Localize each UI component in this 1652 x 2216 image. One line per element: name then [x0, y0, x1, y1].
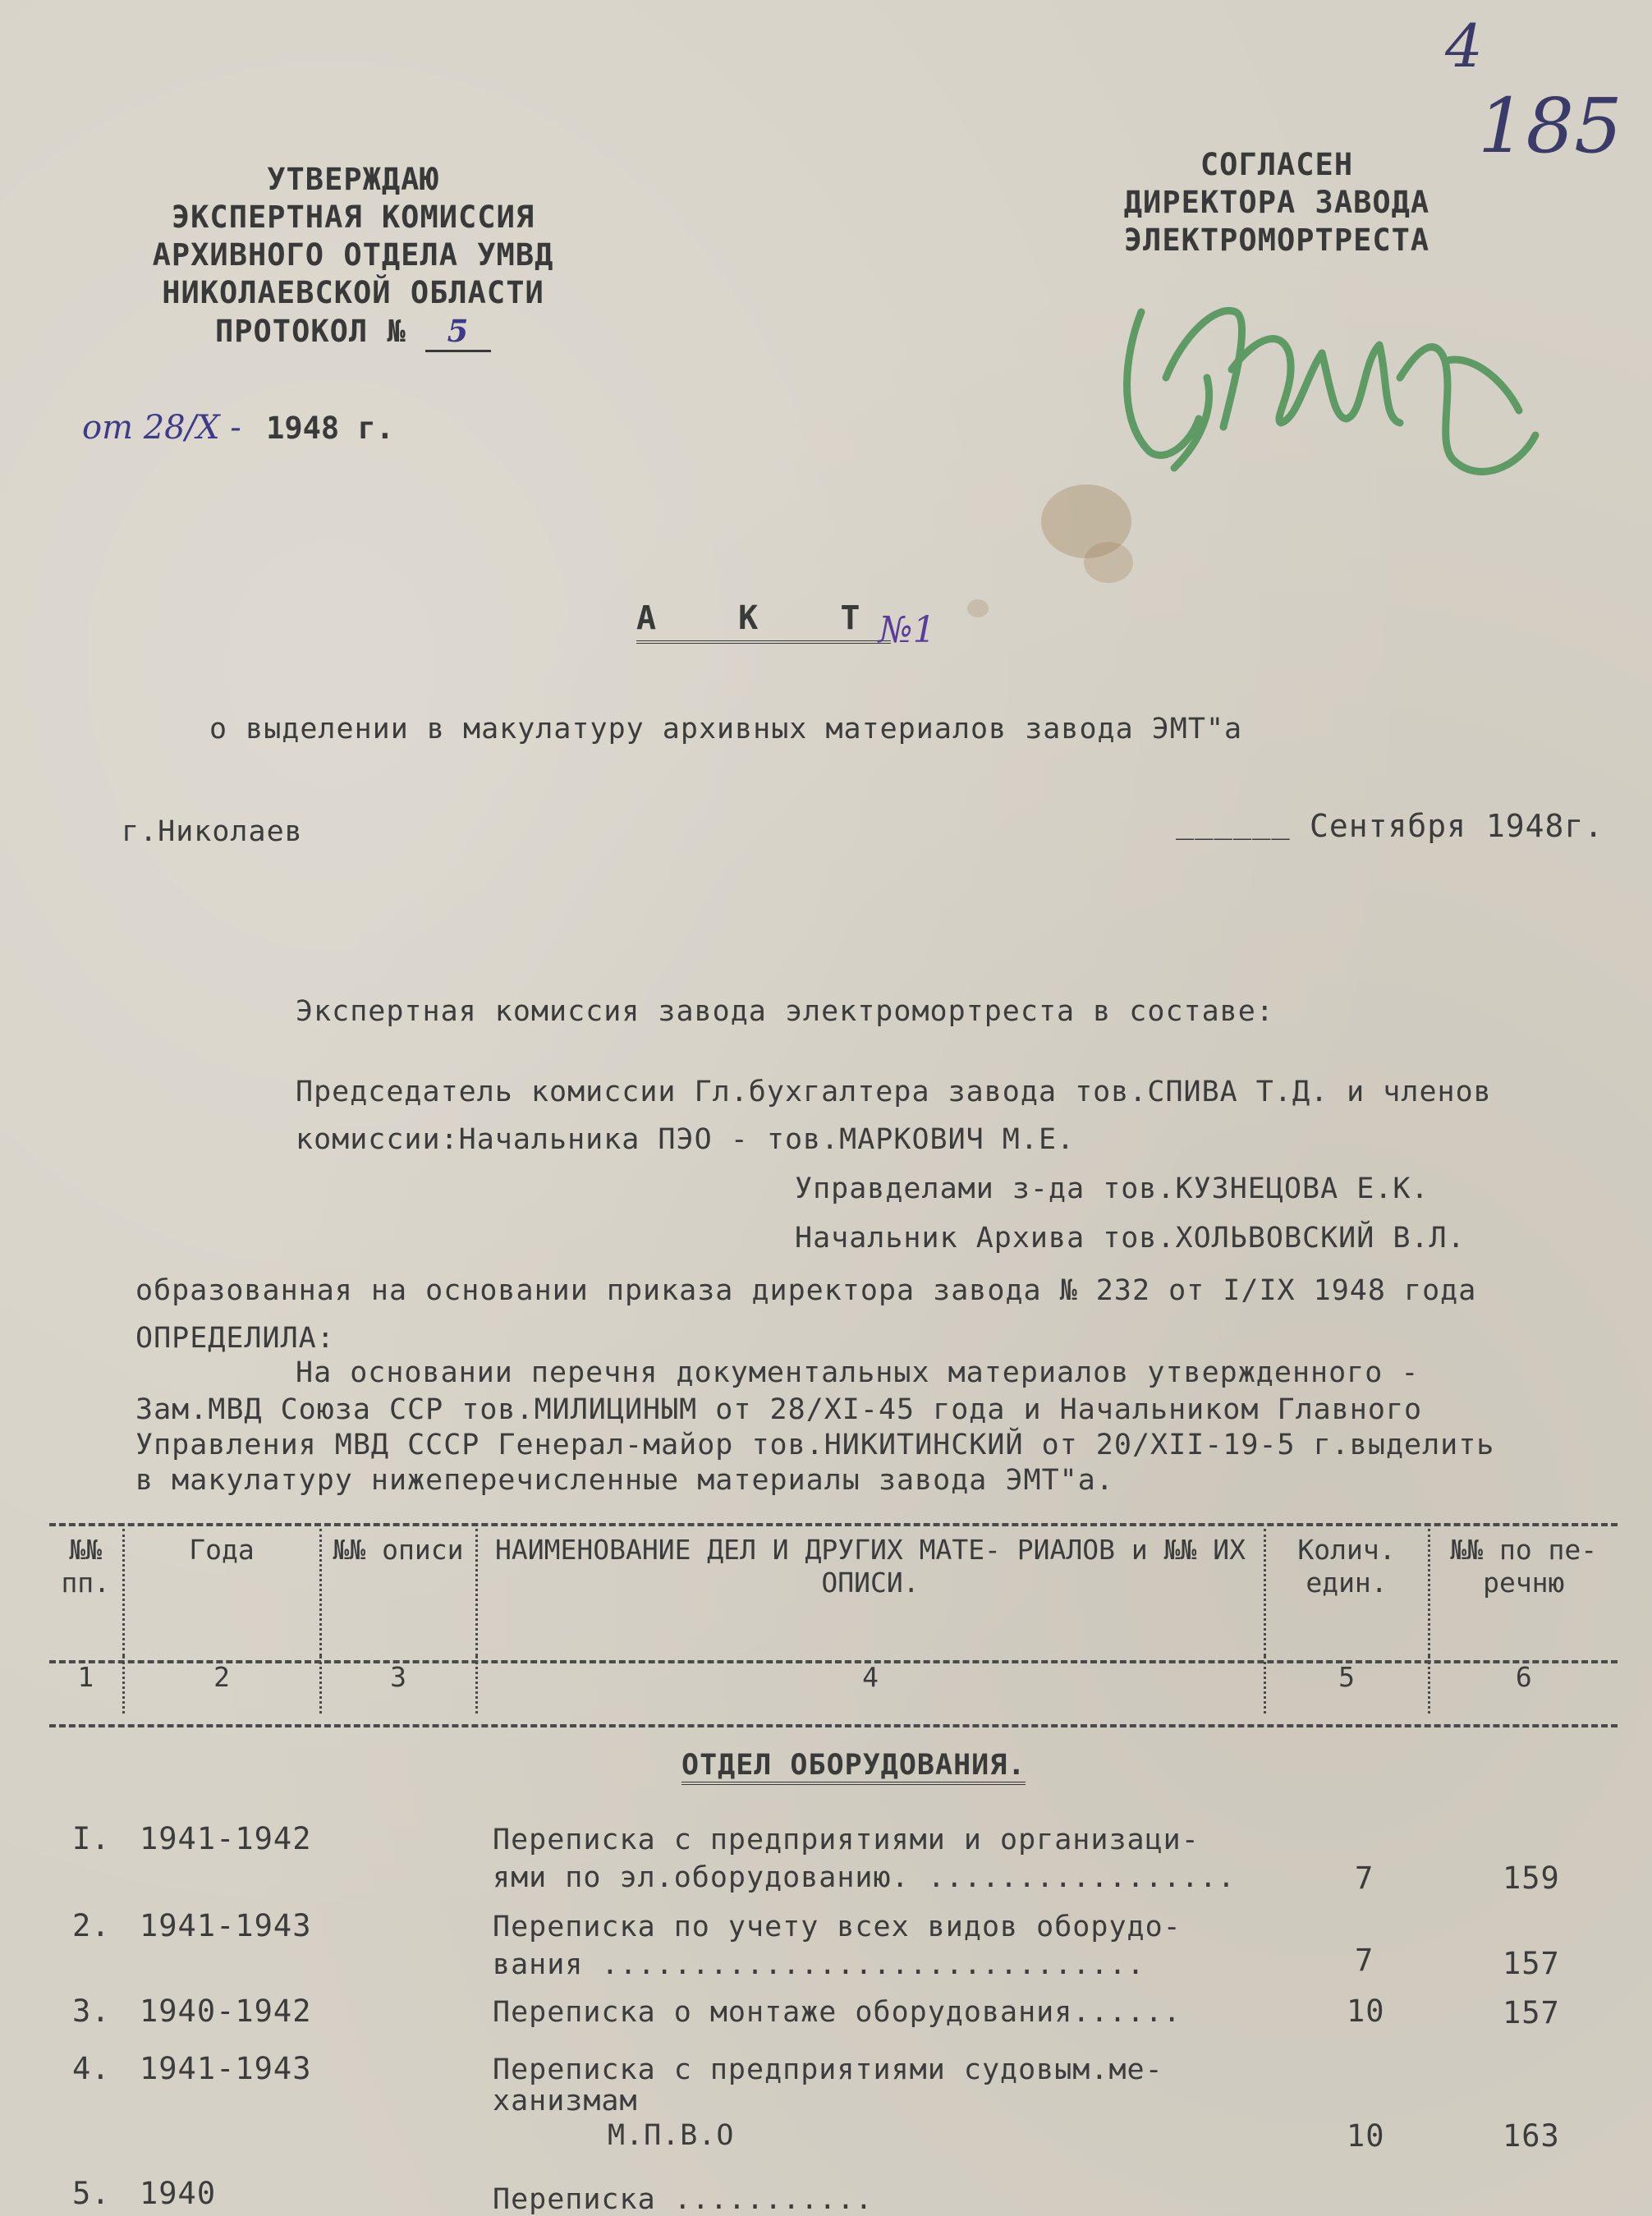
row-ref: 157: [1503, 1995, 1560, 2030]
approval-line-3: АРХИВНОГО ОТДЕЛА УМВД: [152, 237, 554, 273]
body-member-2: Управделами з-да тов.КУЗНЕЦОВА Е.К.: [795, 1172, 1429, 1205]
body-member-3: Начальник Архива тов.ХОЛЬВОВСКИЙ В.Л.: [795, 1222, 1466, 1255]
protocol-label: ПРОТОКОЛ №: [214, 314, 406, 349]
archive-sheet-number: 185: [1478, 82, 1622, 170]
row-name-line-2: вания ..............................: [493, 1948, 1145, 1981]
row-name-line-1: Переписка по учету всех видов оборудо-: [493, 1911, 1182, 1943]
row-name-line-3: М.П.В.О: [608, 2119, 735, 2152]
row-number: 4.: [72, 2051, 111, 2086]
row-name-line-1: Переписка ...........: [493, 2183, 874, 2216]
document-title-number: №1: [879, 609, 936, 651]
document-city: г.Николаев: [122, 815, 303, 848]
director-signature-icon: [1092, 255, 1552, 501]
body-basis-2: Зам.МВД Союза ССР тов.МИЛИЦИНЫМ от 28/XI-45 года и Начальником Главного: [135, 1393, 1423, 1426]
body-basis-3: Управления МВД СССР Генерал-майор тов.НИКИТИНСКИЙ от 20/XII-19-5 г.выделить: [135, 1429, 1495, 1461]
stain-dot: [967, 599, 989, 617]
approval-line-1: УТВЕРЖДАЮ: [267, 162, 439, 197]
row-number: I.: [72, 1821, 111, 1856]
row-number: 2.: [72, 1908, 111, 1943]
body-basis-4: в макулатуру нижеперечисленные материалы завода ЭМТ"а.: [135, 1464, 1114, 1497]
column-number: 1: [77, 1661, 94, 1693]
row-years: 1940: [140, 2176, 217, 2211]
body-member-1: комиссии:Начальника ПЭО - тов.МАРКОВИЧ М.Е.: [296, 1123, 1076, 1156]
agreement-line-2: ДИРЕКТОРА ЗАВОДА: [1123, 185, 1430, 220]
inventory-table: [49, 1529, 1618, 1714]
approval-line-2: ЭКСПЕРТНАЯ КОМИССИЯ: [171, 200, 535, 235]
row-number: 3.: [72, 1993, 111, 2029]
column-number: 2: [123, 1656, 320, 1714]
document-title: А К Т: [636, 599, 891, 644]
header-inventory: №№ описи: [320, 1529, 476, 1656]
row-name-line-2: ями по эл.оборудованию. .................: [493, 1861, 1236, 1894]
row-qty: 7: [1355, 1943, 1374, 1978]
stain-small: [1084, 542, 1133, 583]
row-ref: 157: [1503, 1946, 1560, 1981]
row-years: 1941-1942: [140, 1821, 312, 1856]
table-number-rule: [49, 1724, 1618, 1727]
approval-year: 1948 г.: [266, 411, 395, 446]
approval-line-4: НИКОЛАЕВСКОЙ ОБЛАСТИ: [162, 275, 544, 310]
row-ref: 159: [1503, 1860, 1560, 1896]
body-chairman: Председатель комиссии Гл.бухгалтера завода тов.СПИВА Т.Д. и членов: [296, 1076, 1492, 1108]
row-ref: 163: [1503, 2118, 1560, 2154]
row-qty: 10: [1347, 1993, 1385, 2029]
header-years: Года: [123, 1529, 320, 1656]
row-name-line-2: ханизмам: [493, 2085, 638, 2117]
archive-top-mark: 4: [1445, 11, 1483, 80]
agreement-block: [1092, 146, 1462, 259]
document-date: Сентября 1948г.: [1310, 808, 1604, 844]
agreement-line-3: ЭЛЕКТРОМОРТРЕСТА: [1123, 223, 1430, 258]
body-formed: образованная на основании приказа директора завода № 232 от I/IX 1948 года: [135, 1274, 1477, 1307]
row-name-line-1: Переписка с предприятиями судовым.ме-: [493, 2053, 1163, 2086]
header-ref: №№ по пе- речню: [1429, 1529, 1618, 1656]
column-number: 3: [320, 1656, 476, 1714]
header-num: №№ пп.: [61, 1534, 111, 1599]
row-name-line-1: Переписка о монтаже оборудования......: [493, 1996, 1182, 2029]
body-decided: ОПРЕДЕЛИЛА:: [135, 1322, 335, 1355]
row-years: 1941-1943: [140, 1908, 312, 1943]
approval-date-line: [82, 409, 394, 447]
table-top-rule: [49, 1523, 1618, 1526]
column-number: 5: [1264, 1656, 1429, 1714]
section-title: ОТДЕЛ ОБОРУДОВАНИЯ.: [681, 1749, 1026, 1785]
row-name-line-1: Переписка с предприятиями и организаци-: [493, 1824, 1200, 1856]
row-qty: 7: [1355, 1860, 1374, 1896]
protocol-line: [123, 312, 583, 352]
document-subtitle: о выделении в макулатуру архивных материалов завода ЭМТ"а: [209, 713, 1243, 746]
column-number: 6: [1429, 1656, 1618, 1714]
row-years: 1941-1943: [140, 2051, 312, 2086]
header-qty: Колич. един.: [1264, 1529, 1429, 1656]
body-basis-1: На основании перечня документальных материалов утвержденного -: [296, 1356, 1420, 1389]
row-years: 1940-1942: [140, 1993, 312, 2029]
date-blank: ______: [1176, 805, 1291, 840]
protocol-number: 5: [425, 312, 491, 352]
approval-block: [123, 161, 583, 352]
column-number: 4: [476, 1656, 1264, 1714]
agreement-line-1: СОГЛАСЕН: [1200, 147, 1354, 182]
table-header-row: [49, 1529, 1618, 1656]
table-column-numbers-row: [49, 1656, 1618, 1714]
row-qty: 10: [1347, 2118, 1385, 2154]
body-intro: Экспертная комиссия завода электромортреста в составе:: [296, 995, 1274, 1028]
approval-date-handwritten: от 28/X -: [82, 409, 241, 447]
row-number: 5.: [72, 2176, 111, 2211]
header-name: НАИМЕНОВАНИЕ ДЕЛ И ДРУГИХ МАТЕ- РИАЛОВ и №№ ИХ ОПИСИ.: [476, 1529, 1264, 1656]
